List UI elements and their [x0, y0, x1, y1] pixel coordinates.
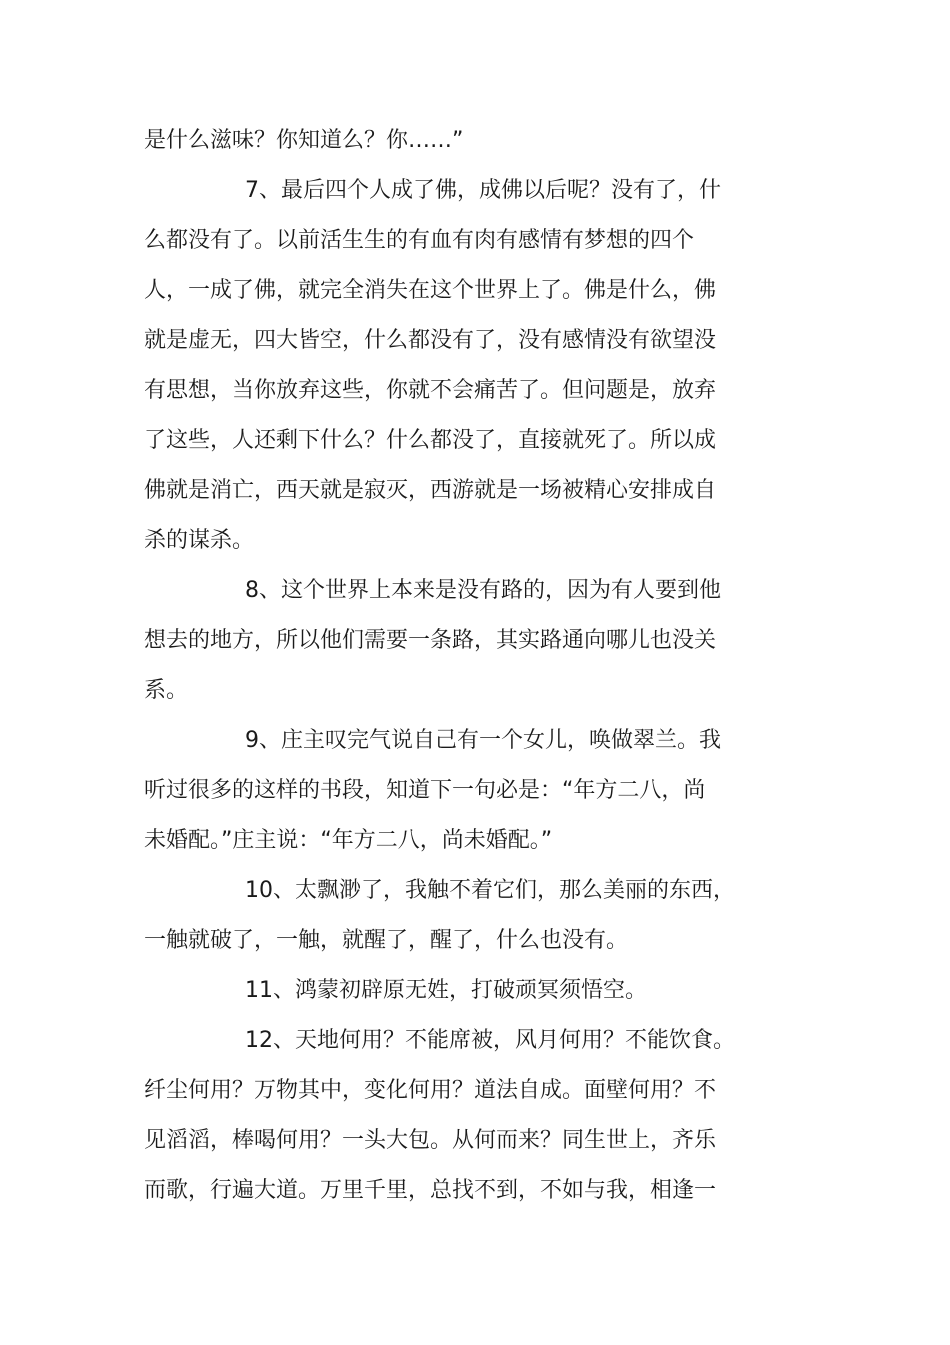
text-line: 9、庄主叹完气说自己有一个女儿，唤做翠兰。我	[245, 728, 721, 753]
text-line: 人，一成了佛，就完全消失在这个世界上了。佛是什么，佛	[144, 278, 717, 303]
paragraph-item-9	[144, 716, 742, 866]
document-body	[144, 116, 742, 1216]
paragraph-item-10	[144, 866, 742, 966]
text-line: 佛就是消亡，西天就是寂灭，西游就是一场被精心安排成自	[144, 478, 717, 503]
text-line: 了这些，人还剩下什么？什么都没了，直接就死了。所以成	[144, 428, 717, 453]
text-line: 纤尘何用？万物其中，变化何用？道法自成。面壁何用？不	[144, 1078, 717, 1103]
text-line: 12、天地何用？不能席被，风月何用？不能饮食。	[245, 1028, 735, 1053]
paragraph-item-8	[144, 566, 742, 716]
paragraph-item-11	[144, 966, 742, 1016]
text-line: 7、最后四个人成了佛，成佛以后呢？没有了，什	[245, 178, 721, 203]
text-line: 就是虚无，四大皆空，什么都没有了，没有感情没有欲望没	[144, 328, 717, 353]
text-line: 杀的谋杀。	[144, 528, 255, 553]
text-line: 而歌，行遍大道。万里千里，总找不到，不如与我，相逢一	[144, 1178, 717, 1203]
text-line: 10、太飘渺了，我触不着它们，那么美丽的东西，	[245, 878, 735, 903]
text-line: 是什么滋味？你知道么？你……”	[144, 128, 464, 153]
text-line: 听过很多的这样的书段，知道下一句必是：“年方二八，尚	[144, 778, 706, 803]
text-line: 8、这个世界上本来是没有路的，因为有人要到他	[245, 578, 721, 603]
paragraph-item-7	[144, 166, 742, 566]
text-line: 么都没有了。以前活生生的有血有肉有感情有梦想的四个	[144, 228, 695, 253]
text-line: 一触就破了，一触，就醒了，醒了，什么也没有。	[144, 928, 629, 953]
text-line: 有思想，当你放弃这些，你就不会痛苦了。但问题是，放弃	[144, 378, 717, 403]
text-line: 11、鸿蒙初辟原无姓，打破顽冥须悟空。	[245, 978, 647, 1003]
paragraph-continuation	[144, 116, 742, 166]
text-line: 未婚配。”庄主说：“年方二八，尚未婚配。”	[144, 828, 553, 853]
text-line: 见滔滔，棒喝何用？一头大包。从何而来？同生世上，齐乐	[144, 1128, 717, 1153]
text-line: 想去的地方，所以他们需要一条路，其实路通向哪儿也没关	[144, 628, 717, 653]
paragraph-item-12	[144, 1016, 742, 1216]
text-line: 系。	[144, 678, 189, 703]
